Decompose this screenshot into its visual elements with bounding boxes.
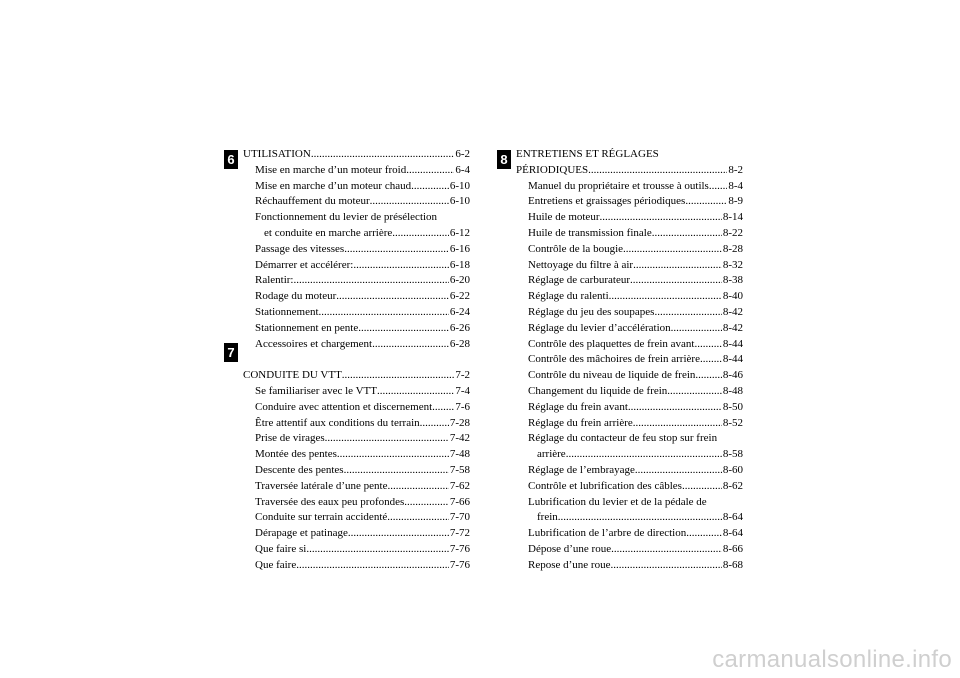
toc-entry[interactable]: frein ..... 8-64 (516, 510, 743, 526)
watermark: carmanualsonline.info (712, 646, 952, 673)
toc-entry[interactable]: Ralentir: ..... 6-20 (243, 273, 470, 289)
toc-entry[interactable]: Manuel du propriétaire et trousse à outils ..... 8-4 (516, 179, 743, 195)
toc-entry[interactable]: Contrôle des plaquettes de frein avant ..... 8-44 (516, 337, 743, 353)
toc-entry[interactable]: Réglage du levier d’accélération ..... 8-42 (516, 321, 743, 337)
section-spacer (243, 352, 470, 368)
toc-entry[interactable]: Mise en marche d’un moteur chaud ..... 6-10 (243, 179, 470, 195)
toc-entry[interactable]: Nettoyage du filtre à air ..... 8-32 (516, 258, 743, 274)
toc-page-number: 6-2 (455, 148, 470, 160)
toc-entry[interactable]: et conduite en marche arrière ..... 6-12 (243, 226, 470, 242)
toc-entry[interactable]: Contrôle de la bougie ..... 8-28 (516, 242, 743, 258)
toc-entry[interactable]: Accessoires et chargement ..... 6-28 (243, 337, 470, 353)
toc-left-column (243, 147, 470, 574)
toc-entry[interactable]: Se familiariser avec le VTT ..... 7-4 (243, 384, 470, 400)
toc-entry[interactable]: Traversée latérale d’une pente ..... 7-62 (243, 479, 470, 495)
toc-entry[interactable]: Entretiens et graissages périodiques ..... 8-9 (516, 194, 743, 210)
toc-entry[interactable]: Mise en marche d’un moteur froid ..... 6-4 (243, 163, 470, 179)
toc-entry-line1: Lubrification du levier et de la pédale de (528, 495, 707, 508)
toc-heading-label: UTILISATION (243, 148, 311, 160)
section-tab-8: 8 (497, 150, 511, 169)
toc-entry[interactable]: Que faire ..... 7-76 (243, 558, 470, 574)
toc-entry-line1: Fonctionnement du levier de présélection (255, 211, 438, 224)
toc-entry[interactable]: Stationnement ..... 6-24 (243, 305, 470, 321)
toc-entry[interactable]: Réglage du ralenti ..... 8-40 (516, 289, 743, 305)
toc-entry[interactable]: Contrôle des mâchoires de frein arrière ..... 8-44 (516, 352, 743, 368)
toc-entry[interactable]: Réglage du frein avant ..... 8-50 (516, 400, 743, 416)
toc-entry[interactable]: Réglage du frein arrière ..... 8-52 (516, 416, 743, 432)
toc-entry[interactable]: Réglage du jeu des soupapes ..... 8-42 (516, 305, 743, 321)
toc-entry[interactable]: arrière ..... 8-58 (516, 447, 743, 463)
toc-entry-line1: Réglage du contacteur de feu stop sur frein (528, 432, 718, 445)
toc-heading-line1: ENTRETIENS ET RÉGLAGES (516, 148, 659, 160)
toc-entry[interactable]: Repose d’une roue ..... 8-68 (516, 558, 743, 574)
toc-heading-label: PÉRIODIQUES (516, 163, 589, 176)
toc-entry[interactable]: Dépose d’une roue ..... 8-66 (516, 542, 743, 558)
toc-entry[interactable]: Prise de virages ..... 7-42 (243, 431, 470, 447)
toc-page-number: 7-2 (455, 369, 470, 382)
toc-heading-utilisation[interactable] (243, 147, 470, 163)
toc-entry[interactable]: Descente des pentes ..... 7-58 (243, 463, 470, 479)
section-tab-7: 7 (224, 343, 238, 362)
toc-heading-entretiens[interactable] (516, 163, 743, 179)
toc-entry[interactable]: Changement du liquide de frein ..... 8-48 (516, 384, 743, 400)
toc-right-column (516, 147, 743, 574)
toc-entry[interactable]: Que faire si ..... 7-76 (243, 542, 470, 558)
toc-entry[interactable]: Lubrification de l’arbre de direction ..... 8-64 (516, 526, 743, 542)
toc-heading-conduite[interactable] (243, 368, 470, 384)
toc-entry[interactable]: Réchauffement du moteur ..... 6-10 (243, 194, 470, 210)
toc-entry[interactable]: Conduire avec attention et discernement ..... 7-6 (243, 400, 470, 416)
toc-entry[interactable]: Huile de moteur ..... 8-14 (516, 210, 743, 226)
section-tab-6: 6 (224, 150, 238, 169)
toc-entry[interactable]: Traversée des eaux peu profondes ..... 7-66 (243, 495, 470, 511)
toc-entry[interactable]: Réglage de l’embrayage ..... 8-60 (516, 463, 743, 479)
toc-entry[interactable]: Passage des vitesses ..... 6-16 (243, 242, 470, 258)
toc-entry[interactable]: Montée des pentes ..... 7-48 (243, 447, 470, 463)
toc-entry[interactable]: Rodage du moteur ..... 6-22 (243, 289, 470, 305)
toc-entry[interactable]: Huile de transmission finale ..... 8-22 (516, 226, 743, 242)
toc-entry[interactable]: Stationnement en pente ..... 6-26 (243, 321, 470, 337)
toc-entry[interactable]: Démarrer et accélérer: ..... 6-18 (243, 258, 470, 274)
toc-entry[interactable]: Réglage de carburateur ..... 8-38 (516, 273, 743, 289)
toc-entry[interactable]: Contrôle du niveau de liquide de frein ..... 8-46 (516, 368, 743, 384)
toc-entry[interactable]: Contrôle et lubrification des câbles ..... 8-62 (516, 479, 743, 495)
toc-entry[interactable]: Dérapage et patinage ..... 7-72 (243, 526, 470, 542)
toc-page-number: 8-2 (728, 163, 743, 176)
toc-entry[interactable]: Être attentif aux conditions du terrain ..... 7-28 (243, 416, 470, 432)
toc-entry[interactable]: Conduite sur terrain accidenté ..... 7-70 (243, 510, 470, 526)
toc-heading-label: CONDUITE DU VTT (243, 369, 342, 382)
